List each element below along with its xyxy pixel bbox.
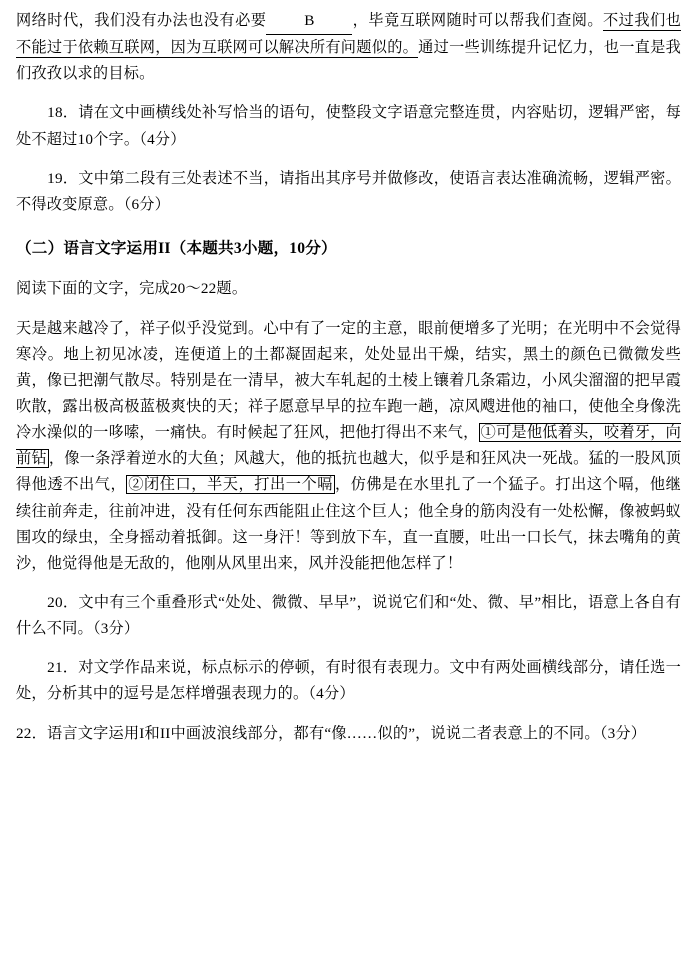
underlined-sentence: 不过我们也不能过于依赖互联网，因为互联网可以解决所有问题似的。 — [16, 12, 682, 57]
question-19: 19．文中第二段有三处表述不当，请指出其序号并做修改，使语言表达准确流畅，逻辑严密。不得改变原意。（6分） — [16, 169, 681, 213]
boxed-clause-2: ②闭住口，半天，打出一个嗝 — [128, 476, 333, 494]
passage-text — [16, 316, 681, 577]
boxed-clause-1: ①可是他低着头，咬着牙，向前钻 — [16, 424, 681, 468]
question-21: 21．对文学作品来说，标点标示的停顿，有时很有表现力。文中有两处画横线部分，请任选一处，分析其中的逗号是怎样增强表现力的。（4分） — [16, 659, 681, 703]
intro-segment-3: 通过一些训练提升记忆力，也一直是我们孜孜以求的目标。 — [16, 39, 681, 83]
passage-part-1: 天是越来越冷了，祥子似乎没觉到。心中有了一定的主意，眼前便增多了光明；在光明中不会觉得寒冷。地上初见冰凌，连便道上的土都凝固起来，处处显出干燥，结实，黑土的颜色已微微发些黄，像已把潮气散尽。特别是在一清早，被大车轧起的土棱上镶着几条霜边，小风尖溜溜的把早霞吹散，露出极高极蓝极爽快的天；祥子愿意早早的拉车跑一趟，凉风飕进他的袖口，使他全身像洗冷水澡似的一哆嗦，一痛快。有时候起了狂风，把他打得出不来气， — [16, 319, 681, 442]
fill-in-blank-b: B — [266, 8, 352, 35]
reading-instruction: 阅读下面的文字，完成20～22题。 — [16, 280, 248, 298]
question-20: 20．文中有三个重叠形式“处处、微微、早早”，说说它们和“处、微、早”相比，语意上各自有什么不同。（3分） — [16, 594, 681, 638]
passage-part-2: ，像一条浮着逆水的大鱼；风越大，他的抵抗也越大，似乎是和狂风决一死战。猛的一股风顶得他透不出气， — [16, 450, 681, 494]
question-22: 22．语言文字运用I和II中画波浪线部分，都有“像……似的”，说说二者表意上的不同。（3分） — [16, 724, 647, 742]
section-heading: （二）语言文字运用II（本题共3小题，10分） — [16, 239, 337, 257]
intro-paragraph — [16, 8, 681, 87]
question-18: 18．请在文中画横线处补写恰当的语句，使整段文字语意完整连贯，内容贴切，逻辑严密，每处不超过10个字。（4分） — [16, 104, 681, 148]
intro-segment-2: ，毕竟互联网随时可以帮我们查阅。 — [352, 12, 604, 29]
intro-segment-1: 网络时代，我们没有办法也没有必要 — [16, 12, 267, 29]
passage-part-3: ，仿佛是在水里扎了一个猛子。打出这个嗝，他继续往前奔走，往前冲进，没有任何东西能阻止住这个巨人；他全身的筋肉没有一处松懈，像被蚂蚁围攻的绿虫，全身摇动着抵御。这一身汗！等到放下车，直一直腰，吐出一口长气，抹去嘴角的黄沙，他觉得他是无敌的，他刚从风里出来，风并没能把他怎样了！ — [16, 476, 681, 572]
